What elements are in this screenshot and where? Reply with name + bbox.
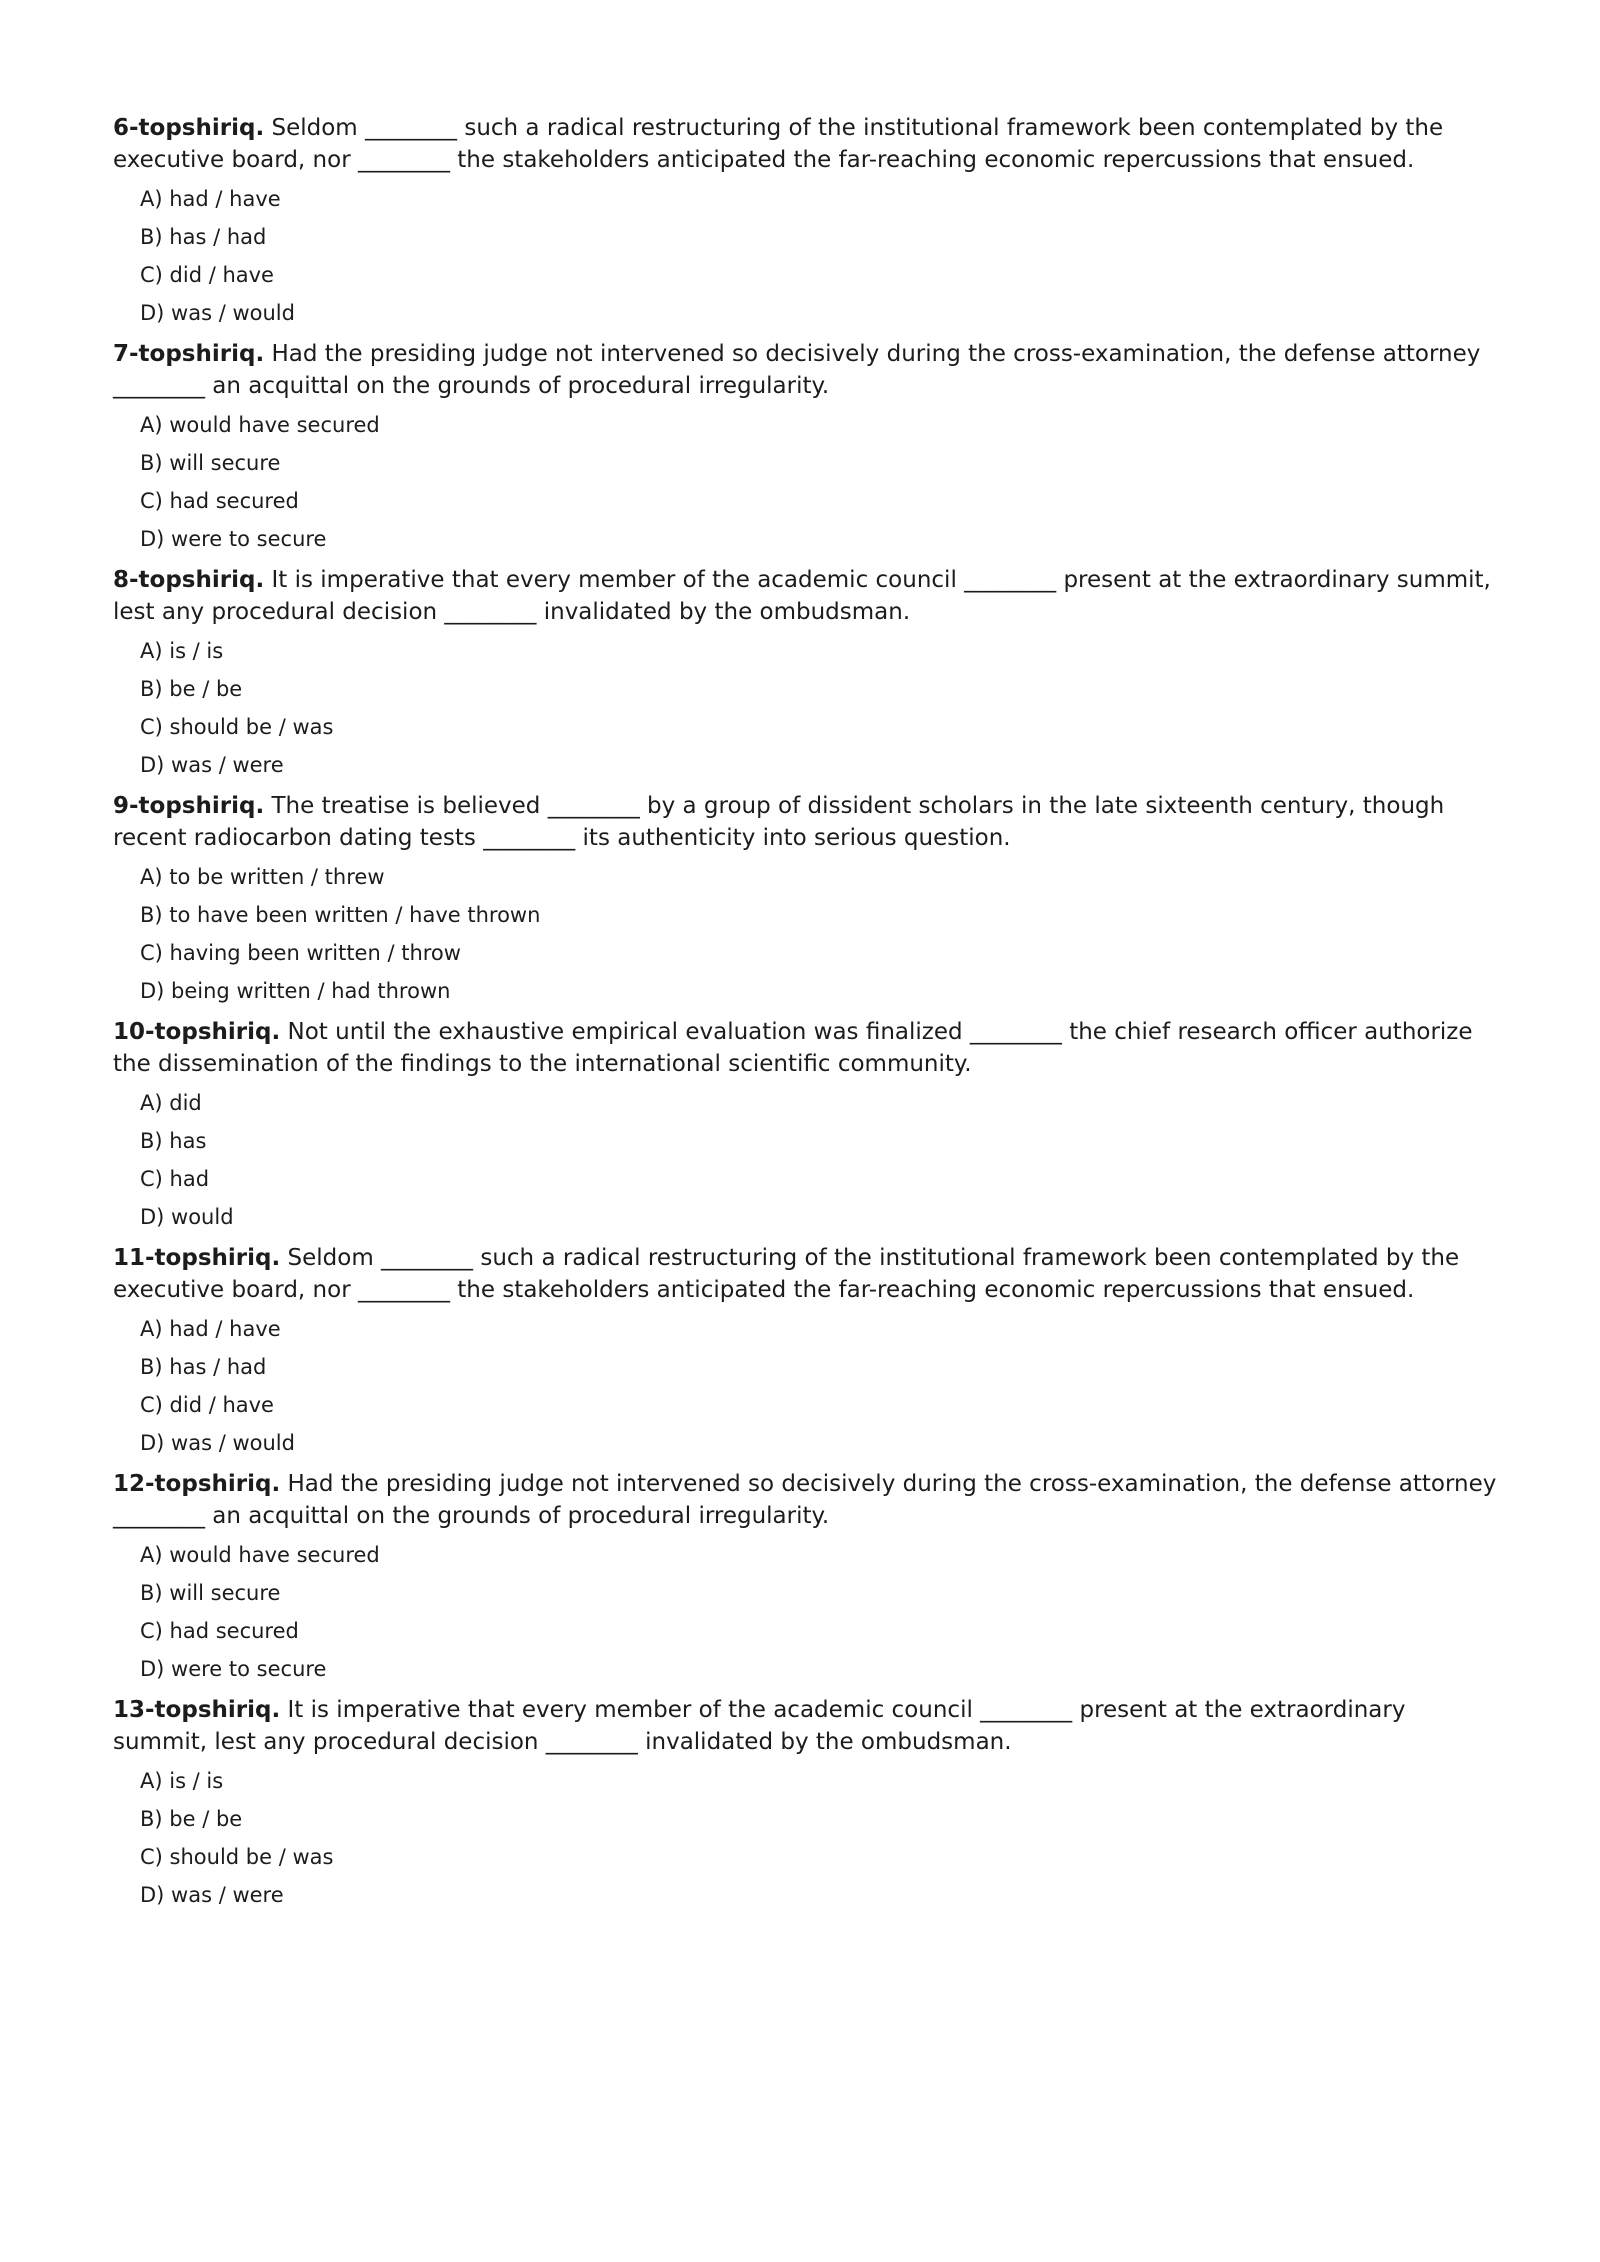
answer-option: D) was / would [140, 301, 295, 325]
question-text: The treatise is believed ________ by a group of dissident scholars in the late sixteenth century, though recent radiocarbon dating tests ________ its authenticity into serious question. [113, 793, 1445, 851]
question-stem [113, 1694, 1503, 1758]
question-block [113, 564, 1503, 779]
answer-option: C) should be / was [140, 715, 334, 739]
answer-options [113, 1315, 1503, 1457]
question-text: Seldom ________ such a radical restructuring of the institutional framework been contemplated by the executive board, nor ________ the stakeholders anticipated the far-reaching economic repercussions that ensued. [113, 1245, 1460, 1303]
answer-options [113, 863, 1503, 1005]
answer-option: B) be / be [140, 1807, 243, 1831]
answer-option: D) being written / had thrown [140, 979, 451, 1003]
question-block [113, 1694, 1503, 1909]
question-block [113, 1242, 1503, 1457]
question-page [113, 112, 1503, 1920]
answer-option: B) will secure [140, 451, 281, 475]
answer-option: C) had secured [140, 1619, 299, 1643]
question-stem [113, 1242, 1503, 1306]
question-text: It is imperative that every member of the academic council ________ present at the extraordinary summit, lest any procedural decision ________ invalidated by the ombudsman. [113, 567, 1491, 625]
question-stem [113, 1468, 1503, 1532]
question-block [113, 112, 1503, 327]
answer-option: C) did / have [140, 263, 274, 287]
answer-options [113, 185, 1503, 327]
answer-options [113, 1089, 1503, 1231]
question-stem [113, 112, 1503, 176]
question-block [113, 1016, 1503, 1231]
question-number: 11-topshiriq. [113, 1245, 281, 1271]
question-number: 7-topshiriq. [113, 341, 265, 367]
question-stem [113, 1016, 1503, 1080]
answer-option: A) had / have [140, 1317, 281, 1341]
answer-option: C) had secured [140, 489, 299, 513]
answer-options [113, 637, 1503, 779]
answer-options [113, 1541, 1503, 1683]
answer-option: D) was / would [140, 1431, 295, 1455]
question-text: Seldom ________ such a radical restructuring of the institutional framework been contemplated by the executive board, nor ________ the stakeholders anticipated the far-reaching economic repercussions that ensued. [113, 115, 1444, 173]
answer-option: B) be / be [140, 677, 243, 701]
answer-option: A) is / is [140, 1769, 224, 1793]
answer-option: D) were to secure [140, 1657, 327, 1681]
question-stem [113, 564, 1503, 628]
answer-option: C) did / have [140, 1393, 274, 1417]
answer-option: A) would have secured [140, 1543, 380, 1567]
question-block [113, 338, 1503, 553]
question-block [113, 790, 1503, 1005]
answer-option: A) to be written / threw [140, 865, 385, 889]
question-number: 9-topshiriq. [113, 793, 265, 819]
answer-option: B) to have been written / have thrown [140, 903, 541, 927]
answer-option: A) would have secured [140, 413, 380, 437]
question-stem [113, 790, 1503, 854]
answer-option: A) had / have [140, 187, 281, 211]
answer-option: D) was / were [140, 753, 284, 777]
answer-option: D) were to secure [140, 527, 327, 551]
answer-option: B) has / had [140, 225, 267, 249]
answer-option: B) has / had [140, 1355, 267, 1379]
answer-option: D) would [140, 1205, 234, 1229]
answer-option: C) had [140, 1167, 210, 1191]
answer-option: A) is / is [140, 639, 224, 663]
answer-options [113, 411, 1503, 553]
answer-option: D) was / were [140, 1883, 284, 1907]
answer-option: B) has [140, 1129, 207, 1153]
question-number: 12-topshiriq. [113, 1471, 281, 1497]
question-text: Had the presiding judge not intervened so decisively during the cross-examination, the defense attorney ________ an acquittal on the grounds of procedural irregularity. [113, 1471, 1497, 1529]
answer-options [113, 1767, 1503, 1909]
answer-option: A) did [140, 1091, 202, 1115]
question-stem [113, 338, 1503, 402]
question-number: 10-topshiriq. [113, 1019, 281, 1045]
question-text: It is imperative that every member of the academic council ________ present at the extraordinary summit, lest any procedural decision ________ invalidated by the ombudsman. [113, 1697, 1406, 1755]
answer-option: B) will secure [140, 1581, 281, 1605]
question-text: Had the presiding judge not intervened so decisively during the cross-examination, the defense attorney ________ an acquittal on the grounds of procedural irregularity. [113, 341, 1481, 399]
question-number: 13-topshiriq. [113, 1697, 281, 1723]
question-block [113, 1468, 1503, 1683]
question-text: Not until the exhaustive empirical evaluation was finalized ________ the chief research officer authorize the dissemination of the findings to the international scientific community. [113, 1019, 1473, 1077]
answer-option: C) having been written / throw [140, 941, 461, 965]
question-number: 6-topshiriq. [113, 115, 265, 141]
answer-option: C) should be / was [140, 1845, 334, 1869]
question-number: 8-topshiriq. [113, 567, 265, 593]
